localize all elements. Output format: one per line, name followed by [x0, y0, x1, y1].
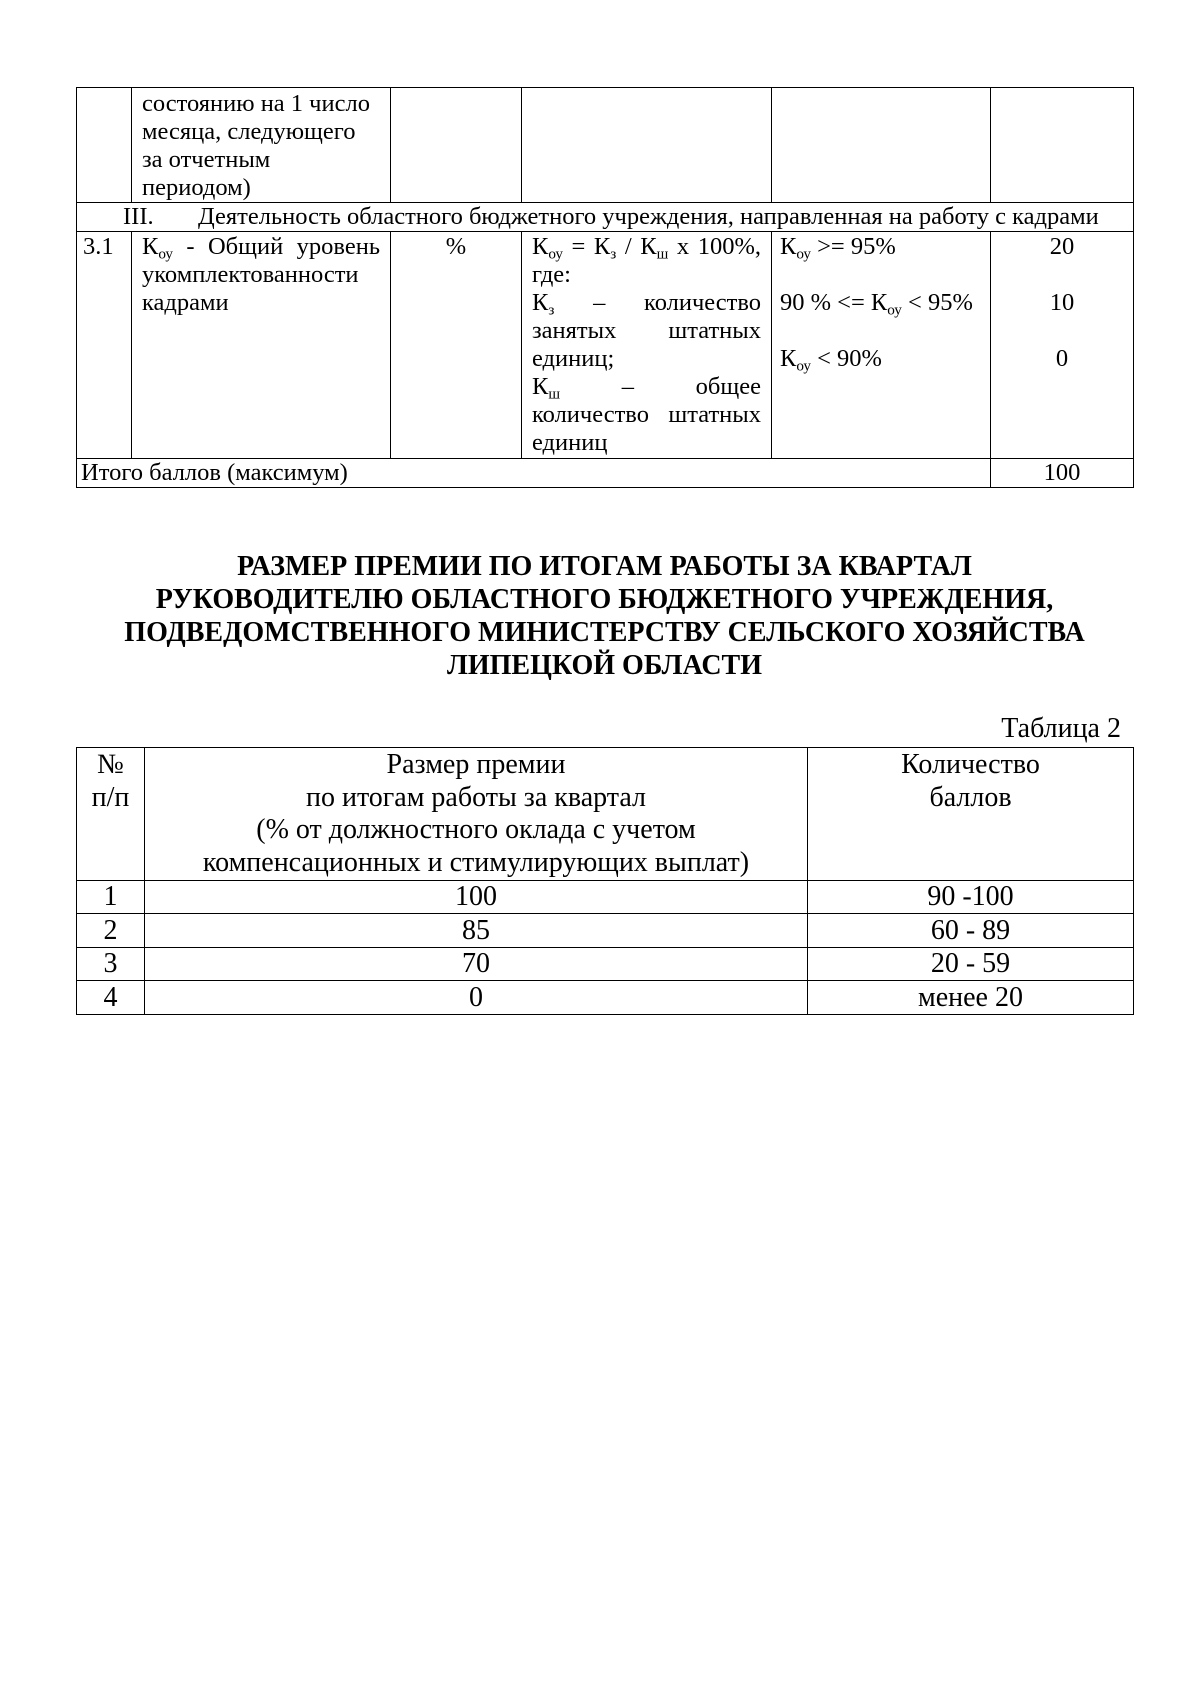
- criterion-condition: $К_{оу} >= 95\%$: [780, 233, 896, 263]
- table-row: [77, 947, 1134, 981]
- heading-line: РУКОВОДИТЕЛЮ ОБЛАСТНОГО БЮДЖЕТНОГО УЧРЕЖДЕНИЯ,: [155, 584, 1054, 615]
- header-bonus: [145, 748, 808, 881]
- heading-line: РАЗМЕР ПРЕМИИ ПО ИТОГАМ РАБОТЫ ЗА КВАРТАЛ: [237, 551, 972, 582]
- indicator-text-line: кадрами: [142, 289, 229, 316]
- indicator-text-line: за отчетным: [142, 146, 271, 173]
- subscript: з: [610, 245, 617, 263]
- subscript: оу: [887, 301, 902, 319]
- number-cell: [77, 88, 132, 203]
- criteria-cell: [772, 232, 991, 459]
- row-bonus: 100: [145, 880, 808, 914]
- points-cell: [991, 232, 1134, 459]
- total-points: 100: [991, 459, 1134, 488]
- points-cell: [991, 88, 1134, 203]
- formula-cell: [522, 88, 772, 203]
- bonus-table: [76, 747, 1134, 1015]
- indicator-text-line: месяца, следующего: [142, 118, 356, 145]
- unit-cell: %: [391, 232, 522, 459]
- table-row-continuation: [77, 88, 1134, 203]
- criterion-points: 0: [1055, 345, 1069, 372]
- formula-line: $К_{оу} = К_з / К_ш$ х 100%,: [532, 233, 761, 263]
- subscript: ш: [656, 245, 669, 263]
- criterion-condition: 90 % <= $К_{оу} < 95\%$: [780, 289, 973, 319]
- subscript: оу: [796, 357, 811, 375]
- header-points: [808, 748, 1134, 881]
- row-number: 3.1: [77, 232, 132, 459]
- indicator-text-line: укомплектованности: [142, 261, 359, 288]
- row-points: 90 -100: [808, 880, 1134, 914]
- header-line: Размер премии: [386, 749, 566, 780]
- criterion-condition: $К_{оу} < 90\%$: [780, 345, 882, 375]
- header-line: компенсационных и стимулирующих выплат): [202, 847, 750, 879]
- subscript: ш: [548, 385, 561, 403]
- row-number: 4: [77, 981, 145, 1015]
- table-row: [77, 880, 1134, 914]
- total-row: [77, 459, 1134, 488]
- header-number: [77, 748, 145, 881]
- formula-line: $К_з$ – количество: [532, 289, 761, 319]
- indicator-text-line: состоянию на 1 число: [142, 90, 370, 117]
- header-line: №: [97, 749, 124, 780]
- indicator-text-line: периодом): [142, 174, 251, 201]
- row-points: 60 - 89: [808, 914, 1134, 948]
- section-number: III.: [123, 203, 154, 230]
- criterion-points: 10: [1049, 289, 1075, 316]
- heading-line: ЛИПЕЦКОЙ ОБЛАСТИ: [447, 650, 762, 681]
- header-line: баллов: [929, 781, 1012, 813]
- section-heading: [76, 550, 1133, 682]
- formula-cell: [522, 232, 772, 459]
- section-title: Деятельность областного бюджетного учреждения, направленная на работу с кадрами: [198, 203, 1099, 230]
- row-bonus: 85: [145, 914, 808, 948]
- formula-line: занятых штатных: [532, 317, 761, 344]
- section-header-cell: [77, 203, 1134, 232]
- table-row: [77, 914, 1134, 948]
- formula-line: единиц;: [532, 345, 615, 372]
- subscript: оу: [158, 245, 173, 263]
- header-line: (% от должностного оклада с учетом: [256, 814, 696, 846]
- row-bonus: 0: [145, 981, 808, 1015]
- formula-line: единиц: [532, 429, 608, 456]
- subscript: оу: [796, 245, 811, 263]
- criteria-table: [76, 87, 1134, 488]
- row-number: 1: [77, 880, 145, 914]
- formula-line: где:: [532, 261, 571, 288]
- row-number: 2: [77, 914, 145, 948]
- header-line: п/п: [91, 781, 130, 813]
- heading-line: ПОДВЕДОМСТВЕННОГО МИНИСТЕРСТВУ СЕЛЬСКОГО ХОЗЯЙСТВА: [124, 617, 1085, 648]
- unit-cell: [391, 88, 522, 203]
- formula-line: количество штатных: [532, 401, 761, 428]
- table-header-row: [77, 748, 1134, 881]
- row-points: менее 20: [808, 981, 1134, 1015]
- indicator-cell: [132, 88, 391, 203]
- table-row-3-1: [77, 232, 1134, 459]
- section-header-row: [77, 203, 1134, 232]
- row-number: 3: [77, 947, 145, 981]
- formula-line: $К_ш$ – общее: [532, 373, 761, 403]
- total-label: Итого баллов (максимум): [77, 459, 991, 488]
- criteria-cell: [772, 88, 991, 203]
- table-caption: Таблица 2: [1001, 713, 1121, 744]
- indicator-cell: [132, 232, 391, 459]
- subscript: з: [548, 301, 555, 319]
- header-line: по итогам работы за квартал: [305, 781, 647, 813]
- row-points: 20 - 59: [808, 947, 1134, 981]
- criterion-points: 20: [1049, 233, 1075, 260]
- header-line: Количество: [901, 749, 1040, 780]
- indicator-text-line: $К_{оу}$ - Общий уровень: [142, 233, 380, 263]
- subscript: оу: [548, 245, 563, 263]
- table-row: [77, 981, 1134, 1015]
- row-bonus: 70: [145, 947, 808, 981]
